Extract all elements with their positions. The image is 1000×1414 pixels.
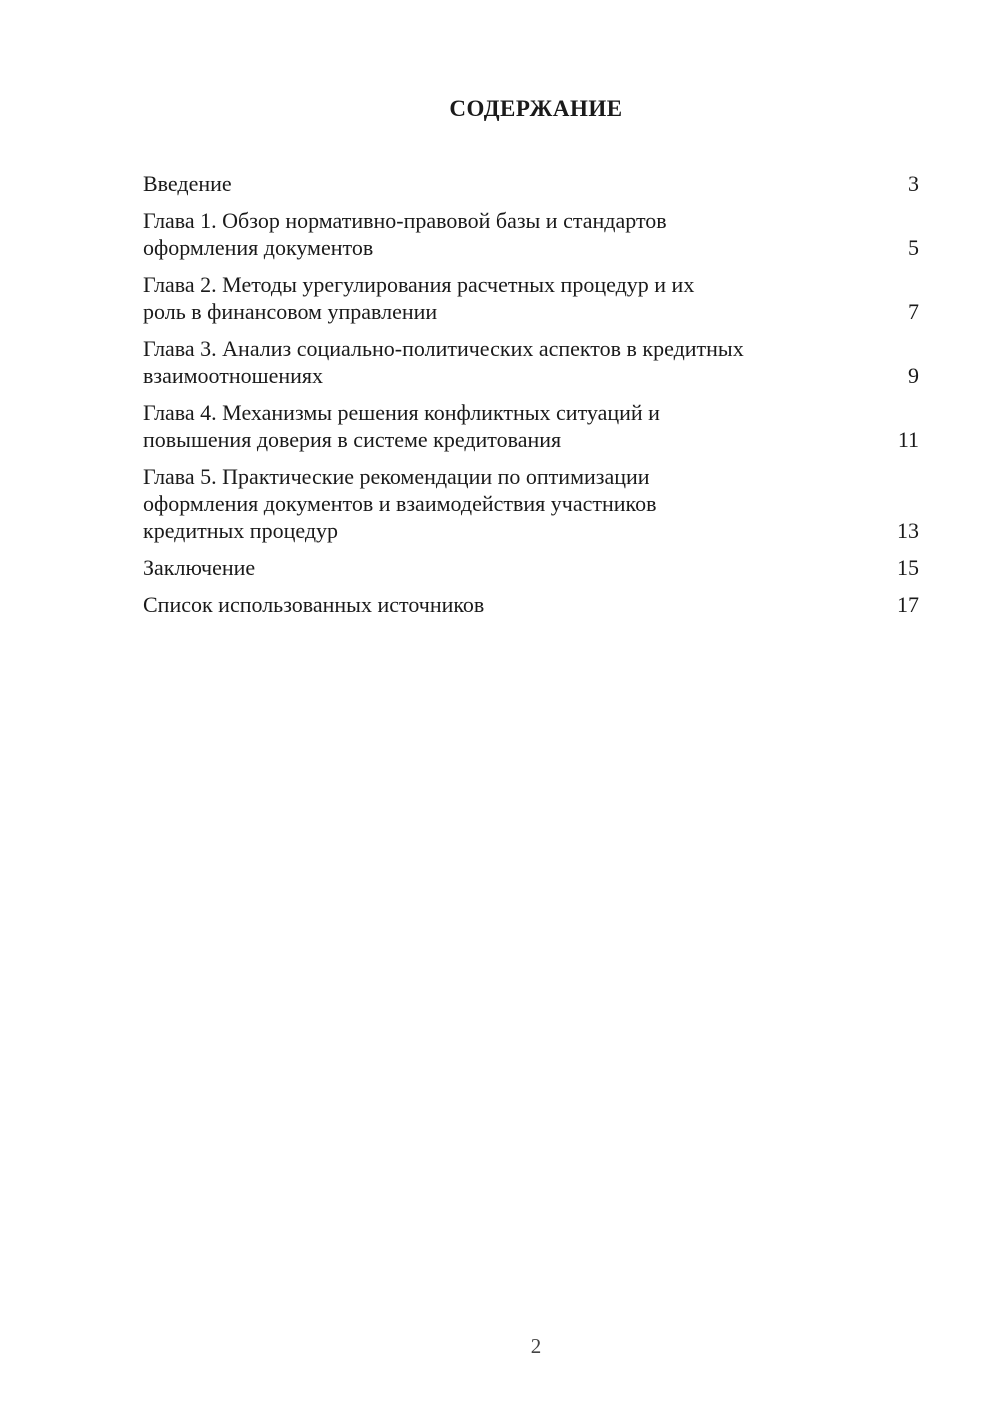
toc-entry-page: 7 (908, 299, 919, 324)
toc-entry-text: Глава 1. Обзор нормативно-правовой базы и стандартов оформления документов (143, 208, 667, 260)
page-title: СОДЕРЖАНИЕ (449, 96, 623, 121)
toc-entry-page: 15 (897, 555, 919, 580)
toc-entry-page: 9 (908, 363, 919, 388)
toc-entry-chapter-5 (143, 463, 919, 544)
toc-entry-chapter-4 (143, 399, 919, 453)
toc-entry-text: Введение (143, 171, 232, 196)
toc-entry-introduction (143, 170, 919, 197)
toc-entry-references (143, 591, 919, 618)
toc-entry-chapter-1 (143, 207, 919, 261)
toc-entry-page: 5 (908, 235, 919, 260)
toc-entry-conclusion (143, 554, 919, 581)
toc-entry-chapter-3 (143, 335, 919, 389)
page-number: 2 (530, 1334, 542, 1358)
toc-entry-text: Глава 4. Механизмы решения конфликтных ситуаций и повышения доверия в системе кредитования (143, 400, 660, 452)
toc-entry-text: Глава 3. Анализ социально-политических аспектов в кредитных взаимоотношениях (143, 336, 744, 388)
toc-entry-chapter-2 (143, 271, 919, 325)
toc-entry-page: 3 (908, 171, 919, 196)
toc-entry-page: 17 (897, 592, 919, 617)
toc-entry-text: Заключение (143, 555, 256, 580)
toc-entry-text: Глава 5. Практические рекомендации по оптимизации оформления документов и взаимодействия участников кредитных процедур (143, 464, 657, 543)
toc-entry-text: Глава 2. Методы урегулирования расчетных процедур и их роль в финансовом управлении (143, 272, 695, 324)
table-of-contents (143, 170, 919, 628)
toc-entry-text: Список использованных источников (143, 592, 485, 617)
toc-entry-page: 13 (897, 518, 919, 543)
toc-entry-page: 11 (897, 427, 919, 452)
